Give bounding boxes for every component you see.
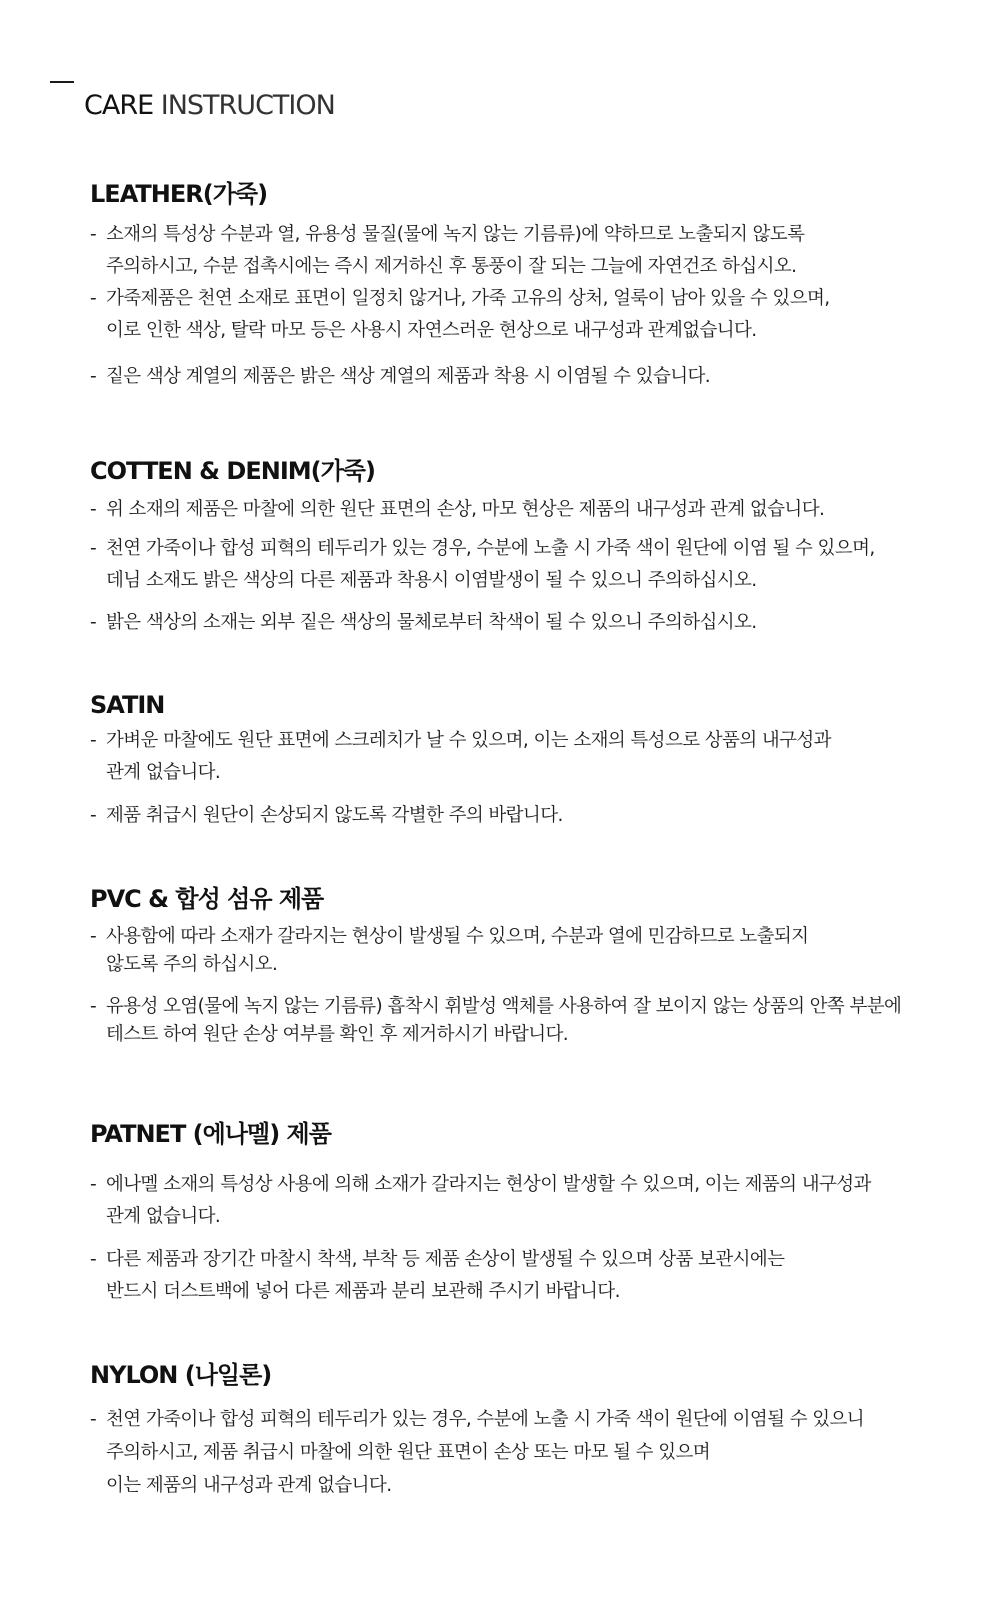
care-item-line: 위 소재의 제품은 마찰에 의한 원단 표면의 손상, 마모 현상은 제품의 내구성과 관계 없습니다. [106, 499, 825, 520]
care-item-line: 짙은 색상 계열의 제품은 밝은 색상 계열의 제품과 착용 시 이염될 수 있습니다. [106, 366, 711, 387]
care-item [90, 725, 831, 789]
care-item-line: 유용성 오염(물에 녹지 않는 기름류) 흡착시 휘발성 액체를 사용하여 잘 보이지 않는 상품의 안쪽 부분에 [106, 996, 902, 1017]
bullet-dash: - [90, 538, 97, 559]
care-item-line: 반드시 더스트백에 넣어 다른 제품과 분리 보관해 주시기 바랍니다. [106, 1281, 620, 1302]
care-section [90, 178, 970, 208]
care-item-line: 밝은 색상의 소재는 외부 짙은 색상의 물체로부터 착색이 될 수 있으니 주의하십시오. [106, 612, 757, 633]
bullet-dash: - [90, 499, 97, 520]
page-title-strong: CARE [84, 90, 154, 121]
care-item-line: 않도록 주의 하십시오. [106, 954, 278, 975]
care-item [90, 1244, 784, 1308]
care-section [90, 455, 970, 485]
care-item-line: 이는 제품의 내구성과 관계 없습니다. [106, 1475, 392, 1496]
bullet-dash: - [90, 1249, 97, 1270]
page-title-light: INSTRUCTION [160, 90, 335, 121]
care-section [90, 1118, 970, 1148]
care-item-line: 테스트 하여 원단 손상 여부를 확인 후 제거하시기 바랍니다. [106, 1024, 569, 1045]
bullet-dash: - [90, 1409, 97, 1430]
care-item [90, 361, 710, 393]
care-section [90, 689, 970, 719]
section-title: PVC & 합성 섬유 제품 [90, 885, 324, 913]
bullet-dash: - [90, 1174, 97, 1195]
care-item-line: 제품 취급시 원단이 손상되지 않도록 각별한 주의 바랍니다. [106, 805, 563, 826]
section-title: SATIN [90, 691, 165, 719]
care-item-line: 천연 가죽이나 합성 피혁의 테두리가 있는 경우, 수분에 노출 시 가죽 색이 원단에 이염될 수 있으니 [106, 1409, 865, 1430]
care-item-line: 관계 없습니다. [106, 1206, 221, 1227]
care-item [90, 607, 757, 639]
care-item [90, 494, 824, 526]
care-item-line: 이로 인한 색상, 탈락 마모 등은 사용시 자연스러운 현상으로 내구성과 관계없습니다. [106, 320, 757, 341]
care-item-line: 데님 소재도 밝은 색상의 다른 제품과 착용시 이염발생이 될 수 있으니 주의하십시오. [106, 570, 757, 591]
care-item-line: 사용함에 따라 소재가 갈라지는 현상이 발생될 수 있으며, 수분과 열에 민감하므로 노출되지 [106, 926, 809, 947]
care-item [90, 800, 563, 832]
care-item-line: 주의하시고, 제품 취급시 마찰에 의한 원단 표면이 손상 또는 마모 될 수 있으며 [106, 1442, 711, 1463]
section-title: COTTEN & DENIM(가죽) [90, 457, 375, 485]
section-title: PATNET (에나멜) 제품 [90, 1120, 331, 1148]
care-item-line: 다른 제품과 장기간 마찰시 착색, 부착 등 제품 손상이 발생될 수 있으며 상품 보관시에는 [106, 1249, 785, 1270]
care-item-line: 관계 없습니다. [106, 762, 221, 783]
care-item [90, 993, 901, 1049]
care-item-line: 에나멜 소재의 특성상 사용에 의해 소재가 갈라지는 현상이 발생할 수 있으며, 이는 제품의 내구성과 [106, 1174, 871, 1195]
care-item-line: 주의하시고, 수분 접촉시에는 즉시 제거하신 후 통풍이 잘 되는 그늘에 자연건조 하십시오. [106, 256, 797, 277]
care-item [90, 1403, 864, 1502]
care-item [90, 1169, 871, 1233]
care-section [90, 1359, 970, 1389]
bullet-dash: - [90, 366, 97, 387]
care-section [90, 883, 970, 913]
care-item-line: 가벼운 마찰에도 원단 표면에 스크레치가 날 수 있으며, 이는 소재의 특성으로 상품의 내구성과 [106, 730, 831, 751]
bullet-dash: - [90, 224, 97, 245]
decorative-dash [50, 81, 74, 83]
page-title [84, 88, 335, 124]
care-item [90, 283, 830, 347]
bullet-dash: - [90, 805, 97, 826]
bullet-dash: - [90, 996, 97, 1017]
care-item [90, 219, 804, 283]
bullet-dash: - [90, 730, 97, 751]
bullet-dash: - [90, 612, 97, 633]
care-item-line: 가죽제품은 천연 소재로 표면이 일정치 않거나, 가죽 고유의 상처, 얼룩이 남아 있을 수 있으며, [106, 288, 830, 309]
care-item [90, 533, 875, 597]
bullet-dash: - [90, 926, 97, 947]
bullet-dash: - [90, 288, 97, 309]
section-title: NYLON (나일론) [90, 1361, 272, 1389]
care-item [90, 923, 808, 979]
section-title: LEATHER(가죽) [90, 180, 268, 208]
care-item-line: 소재의 특성상 수분과 열, 유용성 물질(물에 녹지 않는 기름류)에 약하므로 노출되지 않도록 [106, 224, 805, 245]
care-item-line: 천연 가죽이나 합성 피혁의 테두리가 있는 경우, 수분에 노출 시 가죽 색이 원단에 이염 될 수 있으며, [106, 538, 875, 559]
